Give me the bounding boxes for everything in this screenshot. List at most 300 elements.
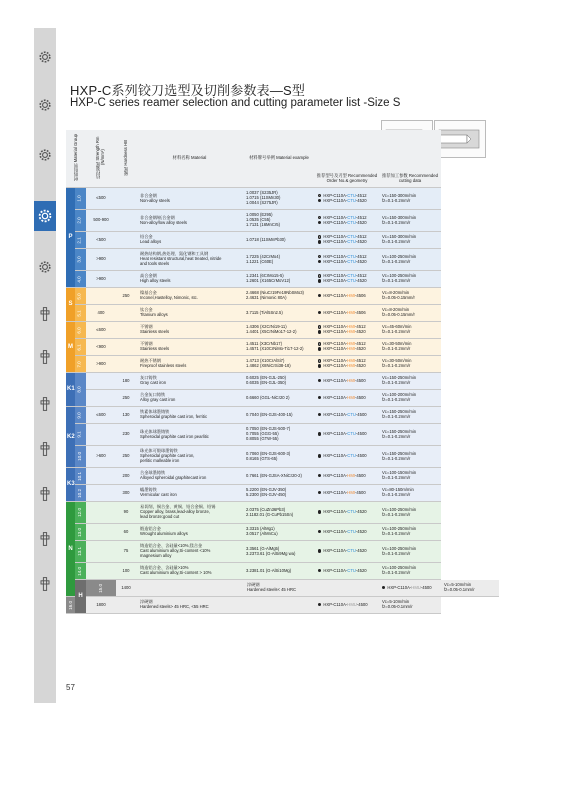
- strength-cell: [86, 563, 116, 580]
- hardness-cell: 75: [116, 541, 136, 563]
- order-cell: [315, 188, 379, 210]
- dot-icon: [318, 413, 321, 416]
- order-cell: [315, 356, 379, 373]
- order-cell: [315, 468, 379, 485]
- collet-icon[interactable]: [34, 528, 56, 550]
- cutting-cell: Vc=100-250m/min fz=0.1-0.2mm/r: [379, 541, 441, 563]
- order-cell: [315, 288, 379, 305]
- order-grade: HMI: [347, 489, 355, 495]
- hardness-cell: [116, 339, 136, 356]
- material-cell: 合金球墨铸铁 Alloyed spheroidal graphitecast iron: [136, 468, 243, 485]
- hardness-cell: 250: [116, 288, 136, 305]
- order-suffix: -4512: [355, 192, 367, 198]
- order-suffix: -4512: [354, 341, 366, 347]
- order-prefix: HXP-C110A-: [323, 548, 348, 554]
- dot-icon: [318, 221, 321, 224]
- dot-icon: [318, 279, 321, 282]
- table-row: [66, 502, 499, 524]
- hardness-cell: 100: [116, 563, 136, 580]
- hardness-cell: 250: [116, 390, 136, 407]
- order-suffix: -4500: [355, 431, 367, 437]
- strength-cell: [86, 468, 116, 485]
- order-suffix: -4520: [355, 239, 367, 244]
- order-grade: HMI: [347, 358, 355, 364]
- order-prefix: HXP-C110A-: [323, 309, 348, 315]
- material-cell: 铸造铝合金、含硅量>10% Cast aluminium alloy,Si-content > 10%: [136, 563, 243, 580]
- order-cell: [315, 597, 379, 614]
- material-cell: 耐热结构钢,热处理、氮化钢和工具钢 Heat resistant structural,heat treated, nitride and tools steels: [136, 249, 243, 271]
- example-cell: 1.2341 (6CrMo15-5) 1.2601 (X165CrMoV12): [243, 271, 315, 288]
- table-row: [66, 232, 499, 249]
- example-cell: 1.0718 (11SMnPb30): [243, 232, 315, 249]
- reamer-parameter-table: [66, 130, 499, 614]
- order-grade: CTU: [347, 431, 356, 437]
- header-example: 材料牌号举例 Material example: [243, 130, 315, 188]
- order-prefix: HXP-C110A-: [323, 329, 348, 334]
- gear-icon[interactable]: [34, 256, 56, 278]
- milling-cutter-icon[interactable]: [34, 393, 56, 415]
- material-group-cell: K2: [66, 407, 75, 468]
- sub-group-cell: 8.0: [75, 373, 86, 407]
- cutting-cell: Vc=80-150m/min fz=0.1-0.2mm/r: [379, 485, 441, 502]
- order-grade: HMI: [347, 329, 355, 334]
- example-cell: 3.3315 (AlMg1) 3.0517 (AlMnCu): [243, 524, 315, 541]
- hardness-cell: [116, 249, 136, 271]
- order-prefix: HXP-C110A-: [323, 472, 348, 478]
- table-row: [66, 373, 499, 390]
- order-prefix: HXP-C110A-: [323, 489, 348, 495]
- header-hardness: 硬度 Hardness HB: [116, 130, 136, 188]
- order-grade: HMI: [347, 346, 355, 351]
- sub-group-cell: 9.1: [75, 424, 86, 446]
- header-material: 材料名称 Material: [136, 130, 243, 188]
- order-prefix: HXP-C110A-: [323, 192, 348, 198]
- example-cell: 2.4668 (NiuCr19Fe19NbSMo3) 2.4631 (Nimonic 80A): [243, 288, 315, 305]
- example-cell: 0.7040 (EN-GJS-400-15): [243, 407, 315, 424]
- sub-group-cell: 16.0: [66, 597, 75, 614]
- table-row: [66, 356, 499, 373]
- strength-cell: >600: [86, 446, 116, 468]
- order-suffix: -4512: [354, 358, 366, 364]
- order-suffix: -4500: [355, 411, 367, 417]
- cutting-cell: Vc=150-250m/min fz=0.1-0.2mm/r: [379, 446, 441, 468]
- gear-icon[interactable]: [34, 94, 56, 116]
- dot-icon: [318, 379, 321, 382]
- order-grade: CTU: [347, 567, 356, 573]
- cutting-cell: Vc=45-60m/min fz=0.1-0.2mm/r: [379, 322, 441, 339]
- cutting-cell: Vc=100-200m/min fz=0.1-0.2mm/r: [379, 390, 441, 407]
- material-cell: 淬硬钢 Hardened steels> 45 HRC, <55 HRC: [136, 597, 243, 614]
- example-cell: [315, 580, 379, 597]
- order-suffix: -4520: [355, 219, 367, 225]
- material-group-cell: P: [66, 188, 75, 288]
- order-prefix: HXP-C110A-: [323, 394, 348, 400]
- hardness-cell: [116, 188, 136, 210]
- hardness-cell: [116, 356, 136, 373]
- hardness-cell: [116, 210, 136, 232]
- order-grade: HMI: [347, 377, 355, 383]
- example-cell: 3.7115 (TiAl5Sn2.5): [243, 305, 315, 322]
- material-group-cell: H: [75, 580, 86, 614]
- cutting-cell: Vc=150-300m/min fz=0.1-0.2mm/r: [379, 232, 441, 249]
- sub-group-cell: 14.0: [75, 563, 86, 580]
- strength-cell: >900: [86, 356, 116, 373]
- half-circle-icon: [318, 194, 321, 197]
- table-row: [66, 210, 499, 232]
- hardness-cell: 90: [116, 502, 136, 524]
- table-row: [66, 322, 499, 339]
- order-cell: [315, 485, 379, 502]
- order-grade: CTU: [347, 278, 356, 283]
- example-cell: 3.2381.01 (G-AlSi10Mg): [243, 563, 315, 580]
- strength-cell: [86, 485, 116, 502]
- sub-group-cell: 1.0: [75, 188, 86, 210]
- hardness-cell: [116, 322, 136, 339]
- order-prefix: HXP-C110A-: [323, 601, 348, 607]
- strength-cell: <500: [86, 232, 116, 249]
- order-prefix: HXP-C110A-: [323, 258, 348, 264]
- material-cell: 非合金钢/低合金钢 Non-alloy/low alloy steels: [136, 210, 243, 232]
- material-group-cell: S: [66, 288, 75, 322]
- half-circle-icon: [318, 325, 321, 328]
- dot-icon: [318, 491, 321, 494]
- order-prefix: HXP-C110A-: [323, 346, 348, 351]
- order-suffix: -4500: [354, 377, 366, 383]
- material-group-cell: M: [66, 322, 75, 373]
- page-title-cn: HXP-C系列铰刀选型及切削参数表—S型: [70, 83, 306, 98]
- example-cell: 1.7225 (42CrMo4) 1.1221 (C60E): [243, 249, 315, 271]
- material-cell: 灰口铸铁 Gray cast iron: [136, 373, 243, 390]
- order-cell: [315, 541, 379, 563]
- order-grade: CTU: [347, 411, 356, 417]
- material-group-cell: N: [66, 502, 75, 597]
- side-nav: [34, 28, 56, 703]
- strength-cell: <900: [86, 339, 116, 356]
- order-grade: CTU: [347, 197, 356, 203]
- order-prefix: HXP-C110A-: [323, 411, 348, 417]
- dot-icon: [318, 364, 321, 367]
- material-cell: 铸造铝合金、含硅量<10%,镁合金 Cast aluminium alloy,Si-content <10% magnesium alloy: [136, 541, 243, 563]
- header-cutting: 推荐加工参数 Recommended cutting data: [379, 130, 441, 188]
- dot-icon: [318, 294, 321, 297]
- sub-group-cell: 2.0: [75, 210, 86, 232]
- order-suffix: -4500: [354, 394, 366, 400]
- hardness-cell: 230: [116, 424, 136, 446]
- gear-icon[interactable]: [34, 144, 56, 166]
- material-cell: 铁素体球墨铸铁 Spheroidal graphite cast iron, ferritic: [136, 407, 243, 424]
- half-circle-icon: [318, 235, 321, 238]
- order-cell: [315, 249, 379, 271]
- hardness-cell: 300: [116, 485, 136, 502]
- order-cell: [315, 232, 379, 249]
- hardness-cell: [116, 597, 136, 614]
- half-circle-icon: [318, 216, 321, 219]
- cutting-cell: Vc=150-300m/min fz=0.1-0.2mm/r: [379, 210, 441, 232]
- material-cell: 钛合金 Titanium alloys: [136, 305, 243, 322]
- order-grade: CTU: [347, 548, 356, 554]
- order-prefix: HXP-C110A-: [323, 341, 348, 347]
- spindle-icon[interactable]: [34, 438, 56, 460]
- hardness-cell: 250: [116, 446, 136, 468]
- hardness-cell: [136, 580, 243, 597]
- order-cell: [315, 502, 379, 524]
- table-row: [66, 339, 499, 356]
- cutting-cell: Vc=100-250m/min fz=0.1-0.2mm/r: [379, 502, 441, 524]
- order-prefix: HXP-C110A-: [323, 278, 348, 283]
- sub-group-cell: 4.0: [75, 271, 86, 288]
- order-suffix: -4520: [355, 278, 367, 283]
- order-grade: HMI: [347, 363, 355, 368]
- order-prefix: HXP-C110A-: [323, 234, 348, 240]
- material-cell: 不锈钢 Stainless steels: [136, 322, 243, 339]
- example-cell: 0.7050 (EN-GJS-500-7) 0.7055 (GGG-55) 0.8055 (GTW-55): [243, 424, 315, 446]
- dot-icon: [318, 199, 321, 202]
- order-suffix: -4500: [354, 489, 366, 495]
- example-cell: 3.3561 (G-AlMg5) 3.2373.61 (G-AlSi9Mg wa): [243, 541, 315, 563]
- table-row: [66, 407, 499, 424]
- order-grade: CTU: [347, 253, 356, 259]
- dot-icon: [318, 240, 321, 243]
- order-grade: CTU: [347, 258, 356, 264]
- order-cell: [315, 322, 379, 339]
- order-prefix: HXP-C110A-: [323, 324, 348, 330]
- order-suffix: -4520: [355, 528, 367, 534]
- table-row: [66, 468, 499, 485]
- dot-icon: [318, 549, 321, 552]
- example-cell: 0.6660 (GGL-NiCr20 2): [243, 390, 315, 407]
- order-suffix: -4520: [354, 363, 366, 368]
- sub-group-cell: 10.2: [75, 485, 86, 502]
- cutting-cell: Vc=100-250m/min fz=0.1-0.2mm/r: [379, 271, 441, 288]
- order-prefix: HXP-C110A-: [323, 358, 348, 364]
- cutting-cell: Vc=30-50m/min fz=0.1-0.2mm/r: [379, 339, 441, 356]
- dot-icon: [318, 260, 321, 263]
- material-cell: 非合金钢 Non-alloy steels: [136, 188, 243, 210]
- cutting-cell: Vc=150-250m/min fz=0.1-0.2mm/r: [379, 407, 441, 424]
- sub-group-cell: 13.1: [75, 541, 86, 563]
- sub-group-cell: 10.1: [75, 468, 86, 485]
- order-cell: [315, 446, 379, 468]
- sub-group-cell: 12.0: [75, 502, 86, 524]
- gear-icon[interactable]: [34, 46, 56, 68]
- material-cell: 淬硬钢 Hardened steels< 45 HRC: [243, 580, 315, 597]
- order-suffix: -4520: [355, 197, 367, 203]
- order-suffix: -4500: [355, 453, 367, 459]
- dot-icon: [318, 454, 321, 457]
- hardness-cell: [116, 305, 136, 322]
- order-prefix: HXP-C110A-: [387, 584, 412, 590]
- strength-cell: [86, 373, 116, 390]
- order-prefix: HXP-C110A-: [323, 239, 348, 244]
- order-grade: HMU: [347, 601, 357, 607]
- order-prefix: HXP-C110A-: [323, 219, 348, 225]
- strength-cell: [86, 424, 116, 446]
- order-grade: CTU: [347, 239, 356, 244]
- material-cell: 锻造铝合金 Wrought aluminium alloys: [136, 524, 243, 541]
- order-suffix: -4512: [355, 273, 367, 279]
- order-suffix: -4512: [354, 324, 366, 330]
- sub-group-cell: 9.0: [75, 407, 86, 424]
- sub-group-cell: 3.0: [75, 249, 86, 271]
- order-suffix: -4520: [355, 567, 367, 573]
- material-cell: 合金灰口铸铁 Alloy gray cast iron: [136, 390, 243, 407]
- strength-cell: ≤600: [86, 322, 116, 339]
- page-number: 57: [66, 683, 75, 692]
- example-cell: 5.2200 (EN-GJV-350) 5.2300 (EN-GJV-450): [243, 485, 315, 502]
- order-prefix: HXP-C110A-: [323, 453, 348, 459]
- sub-group-cell: 15.0: [86, 580, 116, 597]
- strength-cell: 500-900: [86, 210, 116, 232]
- material-group-cell: K3: [66, 468, 75, 502]
- example-cell: 1.0050 (E295) 1.0535 (C55) 1.7131 (16MnCr5): [243, 210, 315, 232]
- sub-group-cell: 6.0: [75, 322, 86, 339]
- order-prefix: HXP-C110A-: [323, 214, 348, 220]
- table-row: [66, 424, 499, 446]
- boring-bar-icon[interactable]: [34, 483, 56, 505]
- sub-group-cell: 5.0: [75, 288, 86, 305]
- dot-icon: [318, 330, 321, 333]
- example-cell: 0.7060 (EN-GJS-600-3) 0.8165 (GTS-65): [243, 446, 315, 468]
- table-row: [66, 249, 499, 271]
- cutting-cell: Vc=100-250m/min fz=0.1-0.2mm/r: [379, 563, 441, 580]
- tool-shank-icon[interactable]: [34, 573, 56, 595]
- order-cell: [379, 580, 441, 597]
- cutting-cell: Vc=150-250m/min fz=0.1-0.2mm/r: [379, 373, 441, 390]
- cutting-cell: Vc=30-50m/min fz=0.1-0.2mm/r: [379, 356, 441, 373]
- example-cell: 1.4511 (X3CrNb17) 1.4571 (X10CrNiMo-Ti17-12-2): [243, 339, 315, 356]
- sub-group-cell: 6.1: [75, 339, 86, 356]
- table-row: [66, 288, 499, 305]
- table-row: [66, 541, 499, 563]
- hardness-cell: [116, 271, 136, 288]
- hardness-cell: 200: [116, 468, 136, 485]
- order-grade: HMI: [347, 309, 355, 315]
- order-suffix: -4506: [354, 309, 366, 315]
- cutting-cell: Vc=5-10m/min fz=0.05-0.1mm/r: [441, 580, 499, 597]
- table-row: [66, 446, 499, 468]
- sub-group-cell: 5.1: [75, 305, 86, 322]
- example-cell: [243, 597, 315, 614]
- order-grade: CTU: [347, 509, 356, 515]
- strength-cell: [86, 541, 116, 563]
- cutting-cell: Vc=8-20m/min fz=0.05-0.15mm/r: [379, 288, 441, 305]
- drill-bit-icon[interactable]: [34, 346, 56, 368]
- order-cell: [315, 271, 379, 288]
- strength-cell: ≤500: [86, 188, 116, 210]
- dot-icon: [318, 347, 321, 350]
- order-cell: [315, 390, 379, 407]
- material-cell: 蠕墨铸铁 Vermicular cast iron: [136, 485, 243, 502]
- order-suffix: -4512: [355, 234, 367, 240]
- order-cell: [315, 424, 379, 446]
- sub-group-cell: 7.0: [75, 356, 86, 373]
- order-grade: CTU: [347, 214, 356, 220]
- strength-cell: ≤600: [86, 407, 116, 424]
- order-grade: CTU: [347, 453, 356, 459]
- table-row: [66, 271, 499, 288]
- strength-cell: [86, 390, 116, 407]
- order-prefix: HXP-C110A-: [323, 567, 348, 573]
- sub-group-cell: 13.0: [75, 524, 86, 541]
- material-cell: 镍基合金 Inconel,Hastelloy, Nimonic, stc.: [136, 288, 243, 305]
- cutting-cell: Vc=100-150m/min fz=0.1-0.2mm/r: [379, 468, 441, 485]
- order-suffix: -4520: [355, 548, 367, 554]
- order-grade: HMU: [411, 584, 421, 590]
- strength-cell: 400: [86, 305, 116, 322]
- example-cell: 1.4306 (X2CrNi19-11) 1.4401 (X5CrNiMo17-12-2): [243, 322, 315, 339]
- strength-cell: [86, 288, 116, 305]
- table-header-row: [66, 130, 499, 188]
- cutting-cell: Vc=150-300m/min fz=0.1-0.2mm/r: [379, 188, 441, 210]
- order-suffix: -4512: [355, 253, 367, 259]
- dot-icon: [318, 396, 321, 399]
- material-cell: 易切削，铜合金、黄铜、铅合金铜、铅锡 Copper alloy, brass,lead-alloy bronze, lead bronze:good cut: [136, 502, 243, 524]
- order-cell: [315, 373, 379, 390]
- material-cell: 铅合金 Lead alloys: [136, 232, 243, 249]
- dot-icon: [318, 603, 321, 606]
- order-suffix: -4500: [356, 601, 368, 607]
- half-circle-icon: [318, 359, 321, 362]
- order-cell: [315, 305, 379, 322]
- material-cell: 高合金钢 High alloy steels: [136, 271, 243, 288]
- table-row: [66, 390, 499, 407]
- order-grade: CTU: [347, 219, 356, 225]
- hardness-cell: 130: [116, 407, 136, 424]
- strength-cell: >900: [86, 249, 116, 271]
- dot-icon: [318, 474, 321, 477]
- order-grade: CTU: [347, 528, 356, 534]
- dot-icon: [318, 432, 321, 435]
- order-prefix: HXP-C110A-: [323, 377, 348, 383]
- order-cell: [315, 339, 379, 356]
- order-prefix: HXP-C110A-: [323, 253, 348, 259]
- half-circle-icon: [318, 342, 321, 345]
- table-row: [66, 580, 499, 597]
- dot-icon: [318, 530, 321, 533]
- order-suffix: -4506: [354, 292, 366, 298]
- table-row: [66, 524, 499, 541]
- order-suffix: -4512: [355, 214, 367, 220]
- order-suffix: -4500: [420, 584, 432, 590]
- gear-icon[interactable]: [34, 201, 56, 231]
- order-prefix: HXP-C110A-: [323, 197, 348, 203]
- example-cell: 2.0375 (CuZn36Pb3) 2.1182.01 (G-CuPb15Sn): [243, 502, 315, 524]
- half-circle-icon: [318, 274, 321, 277]
- order-prefix: HXP-C110A-: [323, 292, 348, 298]
- strength-cell: [86, 524, 116, 541]
- example-cell: 1.4713 (X10CrAlSi7) 1.4862 (X8NiCrSi38-18): [243, 356, 315, 373]
- strength-cell: 1400: [116, 580, 136, 597]
- table-row: [66, 563, 499, 580]
- material-cell: 珠光体可锻球墨铸铁 Spheroidal graphite cast iron, perlitic malleable iron: [136, 446, 243, 468]
- order-prefix: HXP-C110A-: [323, 528, 348, 534]
- dot-icon: [318, 311, 321, 314]
- cutting-cell: Vc=150-250m/min fz=0.1-0.2mm/r: [379, 424, 441, 446]
- order-grade: HMI: [347, 341, 355, 347]
- order-cell: [315, 210, 379, 232]
- order-suffix: -4520: [355, 509, 367, 515]
- order-grade: CTU: [347, 234, 356, 240]
- material-group-cell: K1: [66, 373, 75, 407]
- sub-group-cell: 2.1: [75, 232, 86, 249]
- reamer-holder-icon[interactable]: [34, 303, 56, 325]
- dot-icon: [382, 586, 385, 589]
- example-cell: 1.0037 (S235JR) 1.0715 (11SMn30) 1.0044 (S275JR): [243, 188, 315, 210]
- cutting-cell: Vc=8-20m/min fz=0.05-0.15mm/r: [379, 305, 441, 322]
- header-order: 推荐型号及刃型 Recommended Order No.& geometry: [315, 130, 379, 188]
- material-cell: 不锈钢 Stainless steels: [136, 339, 243, 356]
- sub-group-cell: 10.0: [75, 446, 86, 468]
